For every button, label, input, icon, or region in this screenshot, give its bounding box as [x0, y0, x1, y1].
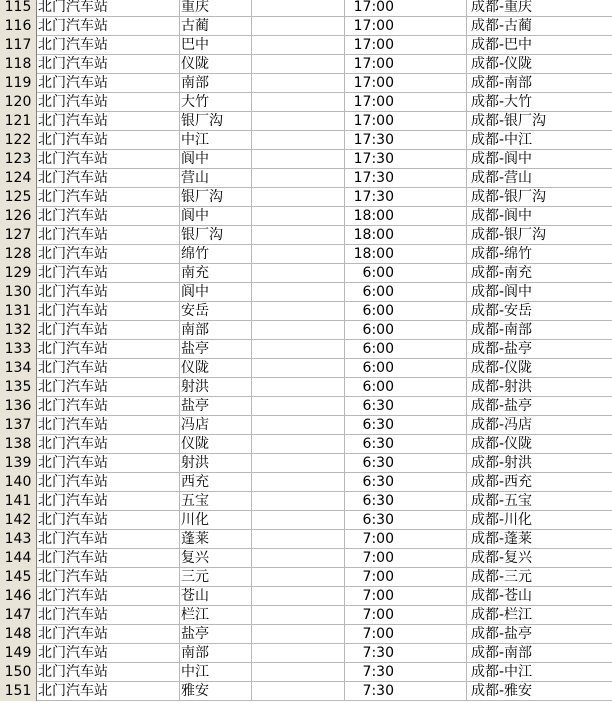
station-cell[interactable]: 北门汽车站 — [37, 663, 180, 682]
route-cell[interactable]: 成都-大竹 — [471, 94, 533, 110]
station-cell[interactable]: 北门汽车站 — [37, 397, 180, 416]
departure-time-cell[interactable]: 7:00 — [345, 568, 467, 587]
destination-cell[interactable]: 营山 — [180, 169, 252, 188]
row-header[interactable]: 116 — [0, 17, 37, 36]
route-cell[interactable]: 成都-营山 — [471, 170, 533, 186]
route-cell[interactable]: 成都-仪陇 — [471, 56, 533, 72]
station-cell[interactable]: 北门汽车站 — [37, 36, 180, 55]
empty-cell[interactable] — [252, 93, 345, 112]
departure-time-cell[interactable]: 17:00 — [345, 74, 467, 93]
station-cell[interactable]: 北门汽车站 — [37, 207, 180, 226]
destination-cell[interactable]: 阆中 — [180, 207, 252, 226]
destination-cell[interactable]: 阆中 — [180, 150, 252, 169]
route-cell[interactable]: 成都-川化 — [471, 512, 533, 528]
route-cell[interactable]: 成都-仪陇 — [471, 436, 533, 452]
empty-cell[interactable] — [252, 55, 345, 74]
station-cell[interactable]: 北门汽车站 — [37, 549, 180, 568]
station-cell[interactable]: 北门汽车站 — [37, 625, 180, 644]
route-cell[interactable]: 成都-复兴 — [471, 550, 533, 566]
route-cell[interactable]: 成都-南部 — [471, 645, 533, 661]
row-header[interactable]: 115 — [0, 0, 37, 17]
row-header[interactable]: 137 — [0, 416, 37, 435]
row-header[interactable]: 117 — [0, 36, 37, 55]
route-cell[interactable]: 成都-阆中 — [471, 151, 533, 167]
table-row — [0, 93, 612, 112]
route-cell[interactable]: 成都-冯店 — [471, 417, 533, 433]
station-cell[interactable]: 北门汽车站 — [37, 435, 180, 454]
row-header[interactable]: 121 — [0, 112, 37, 131]
route-cell[interactable]: 成都-中江 — [471, 664, 533, 680]
station-cell[interactable]: 北门汽车站 — [37, 188, 180, 207]
table-row — [0, 435, 612, 454]
destination-cell[interactable]: 栏江 — [180, 606, 252, 625]
destination-cell[interactable]: 南充 — [180, 264, 252, 283]
departure-time-cell[interactable]: 6:00 — [345, 283, 467, 302]
station-cell[interactable]: 北门汽车站 — [37, 568, 180, 587]
route-cell[interactable]: 成都-重庆 — [471, 0, 533, 15]
departure-time-cell[interactable]: 7:30 — [345, 663, 467, 682]
row-header[interactable]: 149 — [0, 644, 37, 663]
departure-time-cell[interactable]: 7:30 — [345, 644, 467, 663]
empty-cell[interactable] — [252, 454, 345, 473]
row-header[interactable]: 148 — [0, 625, 37, 644]
empty-cell[interactable] — [252, 625, 345, 644]
table-row — [0, 473, 612, 492]
departure-time-cell[interactable]: 17:30 — [345, 150, 467, 169]
row-header[interactable]: 129 — [0, 264, 37, 283]
destination-cell[interactable]: 南部 — [180, 644, 252, 663]
route-cell[interactable]: 成都-苍山 — [471, 588, 533, 604]
row-header[interactable]: 146 — [0, 587, 37, 606]
destination-cell[interactable]: 巴中 — [180, 36, 252, 55]
table-row — [0, 587, 612, 606]
route-cell[interactable]: 成都-南充 — [471, 265, 533, 281]
station-cell[interactable]: 北门汽车站 — [37, 283, 180, 302]
destination-cell[interactable]: 苍山 — [180, 587, 252, 606]
station-cell[interactable]: 北门汽车站 — [37, 682, 180, 701]
departure-time-cell[interactable]: 6:30 — [345, 454, 467, 473]
row-header[interactable]: 119 — [0, 74, 37, 93]
table-row — [0, 245, 612, 264]
destination-cell[interactable]: 冯店 — [180, 416, 252, 435]
table-row — [0, 606, 612, 625]
empty-cell[interactable] — [252, 131, 345, 150]
table-row — [0, 169, 612, 188]
row-header[interactable]: 133 — [0, 340, 37, 359]
destination-cell[interactable]: 复兴 — [180, 549, 252, 568]
table-row — [0, 150, 612, 169]
departure-time-cell[interactable]: 17:00 — [345, 17, 467, 36]
route-cell[interactable]: 成都-阆中 — [471, 284, 533, 300]
departure-time-cell[interactable]: 6:30 — [345, 473, 467, 492]
departure-time-cell[interactable]: 18:00 — [345, 226, 467, 245]
destination-cell[interactable]: 射洪 — [180, 378, 252, 397]
table-row — [0, 359, 612, 378]
empty-cell[interactable] — [252, 549, 345, 568]
row-header[interactable]: 132 — [0, 321, 37, 340]
departure-time-cell[interactable]: 6:30 — [345, 435, 467, 454]
table-row — [0, 416, 612, 435]
departure-time-cell[interactable]: 17:00 — [345, 55, 467, 74]
empty-cell[interactable] — [252, 530, 345, 549]
empty-cell[interactable] — [252, 74, 345, 93]
empty-cell[interactable] — [252, 663, 345, 682]
route-cell[interactable]: 成都-三元 — [471, 569, 533, 585]
row-header[interactable]: 131 — [0, 302, 37, 321]
station-cell[interactable]: 北门汽车站 — [37, 264, 180, 283]
table-row — [0, 397, 612, 416]
route-cell[interactable]: 成都-盐亭 — [471, 398, 533, 414]
station-cell[interactable]: 北门汽车站 — [37, 131, 180, 150]
destination-cell[interactable]: 绵竹 — [180, 245, 252, 264]
destination-cell[interactable]: 盐亭 — [180, 397, 252, 416]
table-row — [0, 188, 612, 207]
route-cell[interactable]: 成都-栏江 — [471, 607, 533, 623]
route-cell[interactable]: 成都-盐亭 — [471, 626, 533, 642]
station-cell[interactable]: 北门汽车站 — [37, 378, 180, 397]
destination-cell[interactable]: 川化 — [180, 511, 252, 530]
route-cell[interactable]: 成都-南部 — [471, 75, 533, 91]
station-cell[interactable]: 北门汽车站 — [37, 473, 180, 492]
destination-cell[interactable]: 西充 — [180, 473, 252, 492]
station-cell[interactable]: 北门汽车站 — [37, 416, 180, 435]
departure-time-cell[interactable]: 17:00 — [345, 112, 467, 131]
table-row — [0, 492, 612, 511]
destination-cell[interactable]: 射洪 — [180, 454, 252, 473]
route-cell[interactable]: 成都-西充 — [471, 474, 533, 490]
route-cell[interactable]: 成都-银厂沟 — [471, 189, 547, 205]
row-header[interactable]: 147 — [0, 606, 37, 625]
table-row — [0, 302, 612, 321]
row-header[interactable]: 122 — [0, 131, 37, 150]
route-cell[interactable]: 成都-阆中 — [471, 208, 533, 224]
empty-cell[interactable] — [252, 0, 345, 17]
route-cell[interactable]: 成都-雅安 — [471, 683, 533, 699]
empty-cell[interactable] — [252, 169, 345, 188]
empty-cell[interactable] — [252, 150, 345, 169]
empty-cell[interactable] — [252, 511, 345, 530]
table-row — [0, 568, 612, 587]
empty-cell[interactable] — [252, 112, 345, 131]
destination-cell[interactable]: 雅安 — [180, 682, 252, 701]
departure-time-cell[interactable]: 17:00 — [345, 0, 467, 17]
table-row — [0, 0, 612, 17]
empty-cell[interactable] — [252, 359, 345, 378]
row-header[interactable]: 143 — [0, 530, 37, 549]
station-cell[interactable]: 北门汽车站 — [37, 150, 180, 169]
departure-time-cell[interactable]: 17:30 — [345, 169, 467, 188]
table-row — [0, 644, 612, 663]
station-cell[interactable]: 北门汽车站 — [37, 321, 180, 340]
destination-cell[interactable]: 盐亭 — [180, 625, 252, 644]
table-row — [0, 378, 612, 397]
destination-cell[interactable]: 蓬莱 — [180, 530, 252, 549]
empty-cell[interactable] — [252, 245, 345, 264]
departure-time-cell[interactable]: 17:30 — [345, 131, 467, 150]
route-cell[interactable]: 成都-中江 — [471, 132, 533, 148]
departure-time-cell[interactable]: 18:00 — [345, 207, 467, 226]
empty-cell[interactable] — [252, 682, 345, 701]
row-header[interactable]: 125 — [0, 188, 37, 207]
destination-cell[interactable]: 南部 — [180, 321, 252, 340]
route-cell[interactable]: 成都-蓬莱 — [471, 531, 533, 547]
table-row — [0, 226, 612, 245]
row-header[interactable]: 127 — [0, 226, 37, 245]
row-header[interactable]: 123 — [0, 150, 37, 169]
destination-cell[interactable]: 古蔺 — [180, 17, 252, 36]
station-cell[interactable]: 北门汽车站 — [37, 644, 180, 663]
destination-cell[interactable]: 重庆 — [180, 0, 252, 17]
route-cell[interactable]: 成都-银厂沟 — [471, 113, 547, 129]
route-cell[interactable]: 成都-安岳 — [471, 303, 533, 319]
station-cell[interactable]: 北门汽车站 — [37, 74, 180, 93]
empty-cell[interactable] — [252, 17, 345, 36]
station-cell[interactable]: 北门汽车站 — [37, 55, 180, 74]
table-row — [0, 36, 612, 55]
route-cell[interactable]: 成都-绵竹 — [471, 246, 533, 262]
table-row — [0, 511, 612, 530]
departure-time-cell[interactable]: 6:30 — [345, 397, 467, 416]
station-cell[interactable]: 北门汽车站 — [37, 302, 180, 321]
departure-time-cell[interactable]: 7:30 — [345, 682, 467, 701]
destination-cell[interactable]: 银厂沟 — [180, 226, 252, 245]
row-header[interactable]: 142 — [0, 511, 37, 530]
empty-cell[interactable] — [252, 378, 345, 397]
empty-cell[interactable] — [252, 226, 345, 245]
departure-time-cell[interactable]: 6:30 — [345, 492, 467, 511]
empty-cell[interactable] — [252, 207, 345, 226]
route-cell[interactable]: 成都-巴中 — [471, 37, 533, 53]
station-cell[interactable]: 北门汽车站 — [37, 112, 180, 131]
station-cell[interactable]: 北门汽车站 — [37, 93, 180, 112]
row-header[interactable]: 130 — [0, 283, 37, 302]
station-cell[interactable]: 北门汽车站 — [37, 606, 180, 625]
station-cell[interactable]: 北门汽车站 — [37, 359, 180, 378]
destination-cell[interactable]: 中江 — [180, 663, 252, 682]
table-row — [0, 55, 612, 74]
empty-cell[interactable] — [252, 321, 345, 340]
empty-cell[interactable] — [252, 644, 345, 663]
departure-time-cell[interactable]: 6:00 — [345, 264, 467, 283]
table-row — [0, 283, 612, 302]
station-cell[interactable]: 北门汽车站 — [37, 169, 180, 188]
departure-time-cell[interactable]: 6:00 — [345, 378, 467, 397]
destination-cell[interactable]: 银厂沟 — [180, 188, 252, 207]
table-row — [0, 264, 612, 283]
departure-time-cell[interactable]: 6:00 — [345, 321, 467, 340]
empty-cell[interactable] — [252, 492, 345, 511]
destination-cell[interactable]: 盐亭 — [180, 340, 252, 359]
station-cell[interactable]: 北门汽车站 — [37, 511, 180, 530]
station-cell[interactable]: 北门汽车站 — [37, 454, 180, 473]
empty-cell[interactable] — [252, 587, 345, 606]
row-header[interactable]: 135 — [0, 378, 37, 397]
table-row — [0, 530, 612, 549]
row-header[interactable]: 138 — [0, 435, 37, 454]
table-row — [0, 549, 612, 568]
route-cell[interactable]: 成都-盐亭 — [471, 341, 533, 357]
table-row — [0, 207, 612, 226]
departure-time-cell[interactable]: 18:00 — [345, 245, 467, 264]
station-cell[interactable]: 北门汽车站 — [37, 17, 180, 36]
row-header[interactable]: 139 — [0, 454, 37, 473]
station-cell[interactable]: 北门汽车站 — [37, 530, 180, 549]
departure-time-cell[interactable]: 7:00 — [345, 587, 467, 606]
empty-cell[interactable] — [252, 302, 345, 321]
row-header[interactable]: 144 — [0, 549, 37, 568]
row-header[interactable]: 150 — [0, 663, 37, 682]
route-cell[interactable]: 成都-银厂沟 — [471, 227, 547, 243]
empty-cell[interactable] — [252, 264, 345, 283]
station-cell[interactable]: 北门汽车站 — [37, 0, 180, 17]
destination-cell[interactable]: 三元 — [180, 568, 252, 587]
row-header[interactable]: 128 — [0, 245, 37, 264]
row-header[interactable]: 136 — [0, 397, 37, 416]
departure-time-cell[interactable]: 17:00 — [345, 36, 467, 55]
station-cell[interactable]: 北门汽车站 — [37, 587, 180, 606]
destination-cell[interactable]: 大竹 — [180, 93, 252, 112]
row-header[interactable]: 145 — [0, 568, 37, 587]
table-row — [0, 340, 612, 359]
empty-cell[interactable] — [252, 568, 345, 587]
table-row — [0, 625, 612, 644]
route-cell[interactable]: 成都-射洪 — [471, 455, 533, 471]
table-row — [0, 74, 612, 93]
empty-cell[interactable] — [252, 606, 345, 625]
route-cell[interactable]: 成都-南部 — [471, 322, 533, 338]
row-header[interactable]: 151 — [0, 682, 37, 701]
departure-time-cell[interactable]: 7:00 — [345, 606, 467, 625]
departure-time-cell[interactable]: 6:30 — [345, 416, 467, 435]
row-header[interactable]: 124 — [0, 169, 37, 188]
empty-cell[interactable] — [252, 340, 345, 359]
empty-cell[interactable] — [252, 188, 345, 207]
table-row — [0, 112, 612, 131]
empty-cell[interactable] — [252, 397, 345, 416]
row-header[interactable]: 134 — [0, 359, 37, 378]
departure-time-cell[interactable]: 6:00 — [345, 340, 467, 359]
empty-cell[interactable] — [252, 416, 345, 435]
route-cell[interactable]: 成都-古蔺 — [471, 18, 533, 34]
destination-cell[interactable]: 仪陇 — [180, 359, 252, 378]
empty-cell[interactable] — [252, 473, 345, 492]
table-row — [0, 321, 612, 340]
departure-time-cell[interactable]: 7:00 — [345, 625, 467, 644]
station-cell[interactable]: 北门汽车站 — [37, 340, 180, 359]
row-header[interactable]: 120 — [0, 93, 37, 112]
row-header[interactable]: 141 — [0, 492, 37, 511]
empty-cell[interactable] — [252, 36, 345, 55]
station-cell[interactable]: 北门汽车站 — [37, 245, 180, 264]
table-row — [0, 682, 612, 701]
row-header[interactable]: 118 — [0, 55, 37, 74]
empty-cell[interactable] — [252, 283, 345, 302]
destination-cell[interactable]: 阆中 — [180, 283, 252, 302]
departure-time-cell[interactable]: 6:00 — [345, 359, 467, 378]
row-header[interactable]: 140 — [0, 473, 37, 492]
station-cell[interactable]: 北门汽车站 — [37, 492, 180, 511]
departure-time-cell[interactable]: 17:00 — [345, 93, 467, 112]
row-header[interactable]: 126 — [0, 207, 37, 226]
departure-time-cell[interactable]: 17:30 — [345, 188, 467, 207]
destination-cell[interactable]: 中江 — [180, 131, 252, 150]
departure-time-cell[interactable]: 7:00 — [345, 549, 467, 568]
destination-cell[interactable]: 银厂沟 — [180, 112, 252, 131]
departure-time-cell[interactable]: 7:00 — [345, 530, 467, 549]
departure-time-cell[interactable]: 6:30 — [345, 511, 467, 530]
departure-time-cell[interactable]: 6:00 — [345, 302, 467, 321]
empty-cell[interactable] — [252, 435, 345, 454]
table-row — [0, 454, 612, 473]
table-row — [0, 663, 612, 682]
destination-cell[interactable]: 仪陇 — [180, 55, 252, 74]
station-cell[interactable]: 北门汽车站 — [37, 226, 180, 245]
table-row — [0, 17, 612, 36]
route-cell[interactable]: 成都-射洪 — [471, 379, 533, 395]
table-row — [0, 131, 612, 150]
destination-cell[interactable]: 仪陇 — [180, 435, 252, 454]
destination-cell[interactable]: 南部 — [180, 74, 252, 93]
destination-cell[interactable]: 五宝 — [180, 492, 252, 511]
destination-cell[interactable]: 安岳 — [180, 302, 252, 321]
route-cell[interactable]: 成都-仪陇 — [471, 360, 533, 376]
route-cell[interactable]: 成都-五宝 — [471, 493, 533, 509]
